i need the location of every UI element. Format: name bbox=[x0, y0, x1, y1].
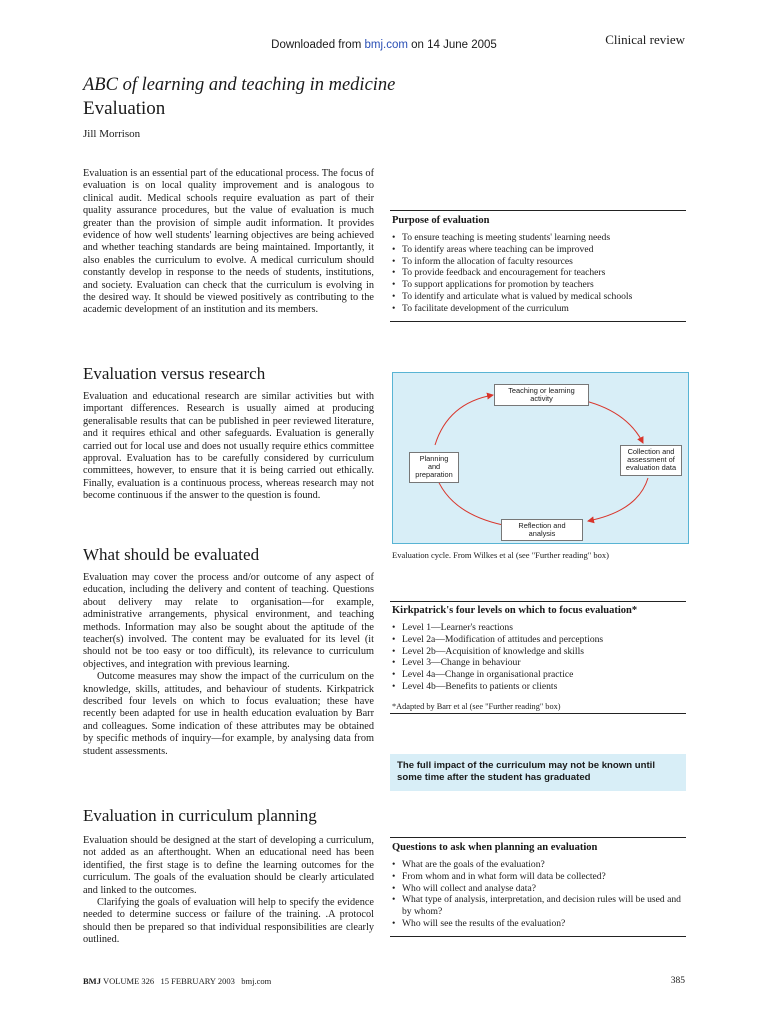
download-prefix: Downloaded from bbox=[271, 39, 365, 51]
list-item: • Who will collect and analyse data? bbox=[390, 883, 686, 895]
section-body bbox=[83, 391, 374, 503]
list-item: • Level 2a—Modification of attitudes and perceptions bbox=[390, 634, 686, 646]
page-number: 385 bbox=[670, 976, 685, 986]
divider bbox=[390, 713, 686, 714]
cycle-node-collection: Collection and assessment of evaluation data bbox=[620, 445, 682, 476]
list-item: • To facilitate development of the curriculum bbox=[390, 303, 686, 315]
purpose-box bbox=[390, 210, 686, 322]
arrow-left-to-top bbox=[435, 395, 493, 445]
list-item: • Level 1—Learner's reactions bbox=[390, 622, 686, 634]
box-title: Purpose of evaluation bbox=[392, 215, 490, 226]
list-item: • To support applications for promotion by teachers bbox=[390, 279, 686, 291]
paragraph: Clarifying the goals of evaluation will help to specify the evidence needed to determine success or failure of the training. .A protocol should then be prepared so that individual responsibilities are clearly outlined. bbox=[83, 897, 374, 946]
paragraph: Evaluation and educational research are similar activities but with important differences. Research is usually aimed at producing generalisable results that can be published in peer reviewed literature, and it requires ethical and other safeguards. Evaluation is generally carried out for local use and does not usually require ethics committee approval. Evaluation has to be carefully considered by curriculum committees, however, to ensure that it is being carried out ethically. Finally, evaluation is a continuous process, whereas research may not become continuous if the answer to the question is found. bbox=[83, 391, 374, 502]
list-item: • To identify areas where teaching can be improved bbox=[390, 244, 686, 256]
list-item: • Who will see the results of the evaluation? bbox=[390, 918, 686, 930]
list-item: • To provide feedback and encouragement for teachers bbox=[390, 267, 686, 279]
kirkpatrick-list bbox=[390, 622, 686, 693]
journal-details: VOLUME 326 15 FEBRUARY 2003 bmj.com bbox=[102, 976, 272, 986]
box-title: Kirkpatrick's four levels on which to focus evaluation* bbox=[392, 605, 638, 616]
paragraph: Evaluation may cover the process and/or outcome of any aspect of education, including the delivery and content of teaching. Questions about delivery may relate to organisation—for example, administrative arrangements, physical environment, and teaching methods. Information may also be sought about the aptitude of the teacher(s) involved. The content may be evaluated for its level (it should not be too easy or too difficult), its relevance to curriculum objectives, and integration with previous learning. bbox=[83, 572, 374, 670]
cycle-node-reflection: Reflection and analysis bbox=[501, 519, 583, 541]
cycle-node-planning: Planning and preparation bbox=[409, 452, 459, 483]
kirkpatrick-box bbox=[390, 601, 686, 717]
questions-list bbox=[390, 859, 686, 930]
highlight-quote: The full impact of the curriculum may not be known until some time after the student has graduated bbox=[390, 754, 686, 791]
section-heading: Evaluation in curriculum planning bbox=[83, 806, 317, 825]
journal-name: BMJ bbox=[83, 976, 101, 986]
purpose-list bbox=[390, 232, 686, 315]
section-heading: Evaluation versus research bbox=[83, 364, 266, 383]
download-suffix: on 14 June 2005 bbox=[407, 39, 497, 51]
list-item: • From whom and in what form will data be collected? bbox=[390, 871, 686, 883]
box-footnote: *Adapted by Barr et al (see "Further reading" box) bbox=[392, 701, 561, 711]
cycle-node-teaching: Teaching or learning activity bbox=[494, 384, 589, 406]
list-item: • Level 2b—Acquisition of knowledge and skills bbox=[390, 646, 686, 658]
series-title: ABC of learning and teaching in medicine bbox=[83, 75, 396, 95]
section-heading: What should be evaluated bbox=[83, 545, 260, 564]
section-body bbox=[83, 835, 374, 947]
paragraph: Outcome measures may show the impact of the curriculum on the knowledge, skills, attitudes, and behaviour of students. Kirkpatrick described four levels on which to focus evaluation; these have recently been adapted for use in health education evaluation by Barr and colleagues. Some indication of these attributes may be obtained by specific methods of inquiry—for example, by analysing data from student assessments. bbox=[83, 671, 374, 757]
article-title: Evaluation bbox=[83, 98, 166, 119]
author: Jill Morrison bbox=[83, 128, 141, 140]
list-item: • What type of analysis, interpretation, and decision rules will be used and by whom? bbox=[390, 894, 686, 918]
figure-caption: Evaluation cycle. From Wilkes et al (see "Further reading" box) bbox=[392, 550, 609, 560]
box-title: Questions to ask when planning an evaluation bbox=[392, 842, 598, 853]
arrow-right-to-bottom bbox=[588, 478, 648, 521]
footer-citation bbox=[83, 976, 271, 986]
questions-box bbox=[390, 837, 686, 937]
list-item: • To identify and articulate what is valued by medical schools bbox=[390, 291, 686, 303]
evaluation-cycle-figure bbox=[392, 372, 689, 544]
list-item: • To ensure teaching is meeting students' learning needs bbox=[390, 232, 686, 244]
list-item: • Level 4b—Benefits to patients or clients bbox=[390, 681, 686, 693]
list-item: • To inform the allocation of faculty resources bbox=[390, 256, 686, 268]
list-item: • Level 4a—Change in organisational practice bbox=[390, 669, 686, 681]
list-item: • What are the goals of the evaluation? bbox=[390, 859, 686, 871]
bmj-link[interactable]: bmj.com bbox=[364, 39, 408, 51]
intro-text: Evaluation is an essential part of the educational process. The focus of evaluation is on local quality improvement and is analogous to clinical audit. Medical schools require evaluation as part of their quality assurance procedures, but the value of evaluation is much greater than the provision of simple audit information. It provides evidence of how well students' learning objectives are being achieved and whether teaching standards are being maintained. Importantly, it also enables the curriculum to evolve. A medical curriculum should constantly develop in response to the needs of students, institutions, and society. Evaluation can check that the curriculum is evolving in the desired way. It should be viewed positively as contributing to the academic development of an institution and its members. bbox=[83, 168, 374, 316]
intro-paragraph bbox=[83, 168, 374, 317]
paragraph: Evaluation should be designed at the start of developing a curriculum, not added as an afterthought. When an educational need has been identified, the first stage is to define the learning outcomes for the curriculum. The goals of the evaluation should be clearly articulated and linked to the outcomes. bbox=[83, 835, 374, 896]
section-body bbox=[83, 572, 374, 758]
section-label: Clinical review bbox=[605, 32, 685, 47]
list-item: • Level 3—Change in behaviour bbox=[390, 657, 686, 669]
